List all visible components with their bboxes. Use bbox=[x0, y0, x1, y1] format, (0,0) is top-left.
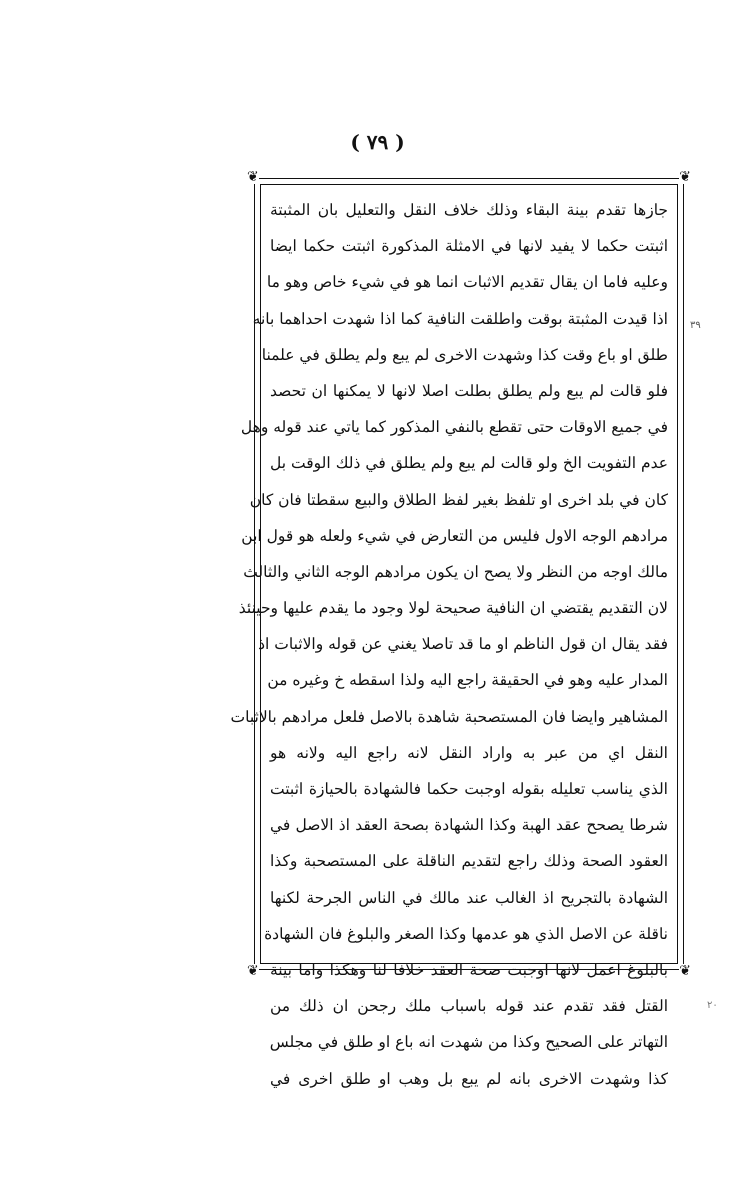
margin-note: ٣٩ bbox=[690, 320, 701, 331]
text-line: فلو قالت لم يبع ولم يطلق بطلت اصلا لانها لا يمكنها ان تحصد bbox=[270, 381, 668, 400]
text-line: كذا وشهدت الاخرى بانه لم يبع بل وهب او طلق اخرى في bbox=[270, 1069, 668, 1088]
text-line: القتل فقد تقدم عند قوله باسباب ملك رجحن ان ذلك من bbox=[270, 997, 668, 1016]
text-line: ناقلة عن الاصل الذي هو عدمها وكذا الصغر والبلوغ فان الشهادة bbox=[264, 924, 668, 943]
text-line: بالبلوغ اعمل لانها اوجبت صحة العقد خلافا لنا وهكذا واما بينة bbox=[270, 960, 668, 979]
page-number: ( ٧٩ ) bbox=[350, 130, 405, 154]
text-line: اذا قيدت المثبتة بوقت واطلقت النافية كما اذا شهدت احداهما بانه bbox=[252, 309, 668, 328]
text-line: طلق او باع وقت كذا وشهدت الاخرى لم يبع ولم يطلق في علمنا bbox=[261, 345, 668, 364]
margin-note-bottom: ٢٠ bbox=[707, 1000, 718, 1011]
text-line: الشهادة بالتجريح اذ الغالب عند مالك في الناس الجرحة لكنها bbox=[270, 888, 668, 907]
corner-ornament-icon: ❦ bbox=[679, 963, 691, 979]
text-frame bbox=[230, 169, 691, 1088]
text-line: النقل اي من عبر به واراد النقل لانه راجع اليه ولانه هو bbox=[270, 743, 668, 762]
text-line: فقد يقال ان قول الناظم او ما قد تاصلا يغني عن قوله والاثبات اذ bbox=[258, 635, 668, 654]
corner-ornament-icon: ❦ bbox=[247, 963, 259, 979]
text-line: مرادهم الوجه الاول فليس من التعارض في شيء ولعله هو قول ابن bbox=[241, 526, 668, 545]
corner-ornament-icon: ❦ bbox=[247, 169, 259, 185]
text-line: المدار عليه وهو في الحقيقة راجع اليه ولذا اسقطه خ وغيره من bbox=[267, 671, 668, 690]
text-line: العقود الصحة وذلك راجع لتقديم الناقلة على المستصحبة وكذا bbox=[270, 852, 668, 871]
text-line: اثبتت حكما لا يفيد لانها في الامثلة المذكورة اثبتت حكما ايضا bbox=[270, 237, 668, 256]
body-text bbox=[230, 192, 668, 1088]
text-line: الذي يناسب تعليله بقوله اوجبت حكما فالشهادة بالحيازة اثبتت bbox=[270, 780, 668, 798]
text-line: المشاهير وايضا فان المستصحبة شاهدة بالاصل فلعل مرادهم بالاثبات bbox=[230, 707, 668, 726]
corner-ornament-icon: ❦ bbox=[679, 169, 691, 185]
text-line: لان التقديم يقتضي ان النافية صحيحة لولا وجود ما يقدم عليها وحينئذ bbox=[238, 599, 668, 618]
text-line: كان في بلد اخرى او تلفظ بغير لفظ الطلاق والبيع سقطتا فان كان bbox=[249, 490, 668, 509]
text-line: جازها تقدم بينة البقاء وذلك خلاف النقل والتعليل بان المثبتة bbox=[270, 201, 668, 219]
text-line: وعليه فاما ان يقال تقديم الاثبات انما هو في شيء خاص وهو ما bbox=[266, 273, 668, 292]
text-line: التهاتر على الصحيح وكذا من شهدت انه باع او طلق في مجلس bbox=[269, 1033, 668, 1052]
text-line: شرطا يصحح عقد الهبة وكذا الشهادة بصحة العقد اذ الاصل في bbox=[270, 816, 668, 835]
text-line: عدم التفويت الخ ولو قالت لم يبع ولم يطلق في ذلك الوقت بل bbox=[270, 454, 668, 473]
text-line: في جميع الاوقات حتى تقطع بالنفي المذكور كما ياتي عند قوله وهل bbox=[240, 418, 668, 437]
text-line: مالك اوجه من النظر ولا يصح ان يكون مرادهم الوجه الثاني والثالث bbox=[243, 562, 668, 581]
